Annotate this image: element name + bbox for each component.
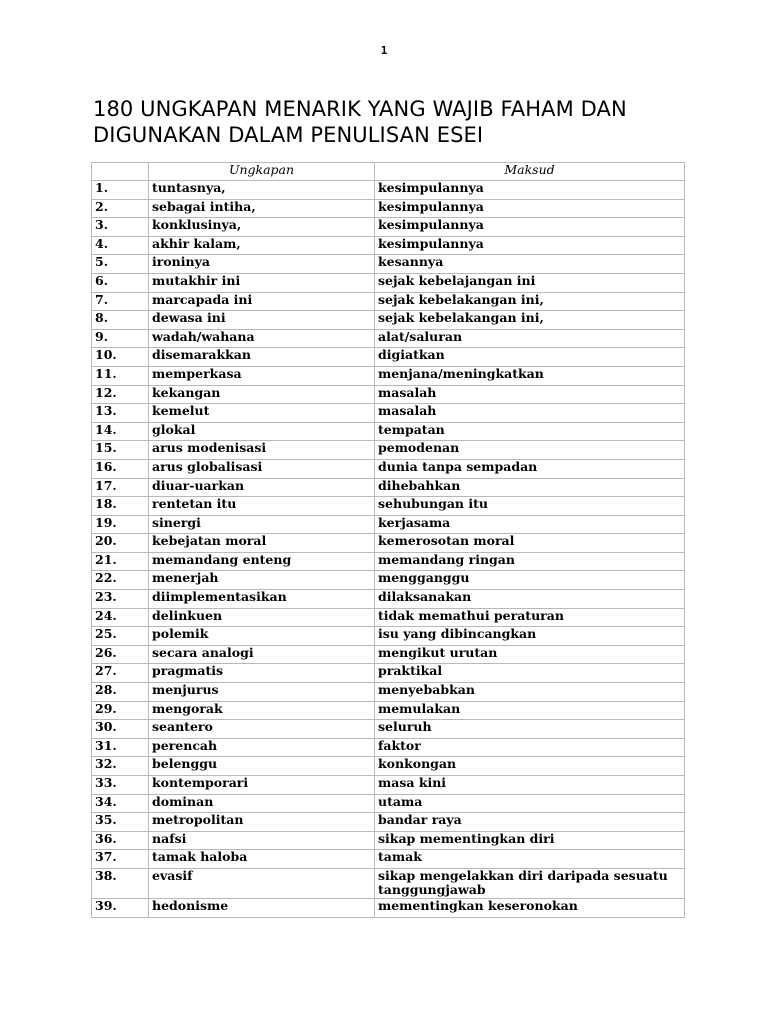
ungkapan-cell: menjurus	[149, 683, 375, 702]
title-line-2: DIGUNAKAN DALAM PENULISAN ESEI	[93, 123, 484, 147]
ungkapan-cell: tamak haloba	[149, 850, 375, 869]
table-row	[92, 831, 685, 850]
ungkapan-cell: mengorak	[149, 701, 375, 720]
ungkapan-cell: pragmatis	[149, 664, 375, 683]
maksud-cell: dunia tanpa sempadan	[375, 459, 685, 478]
maksud-cell: sikap mengelakkan diri daripada sesuatu tanggungjawab	[375, 868, 685, 898]
maksud-cell: konkongan	[375, 757, 685, 776]
ungkapan-cell: diuar-uarkan	[149, 478, 375, 497]
maksud-cell: utama	[375, 794, 685, 813]
row-number: 25.	[92, 627, 149, 646]
table-row	[92, 366, 685, 385]
row-number: 38.	[92, 868, 149, 898]
table-row	[92, 850, 685, 869]
row-number: 29.	[92, 701, 149, 720]
ungkapan-cell: arus globalisasi	[149, 459, 375, 478]
row-number: 19.	[92, 515, 149, 534]
row-number: 4.	[92, 236, 149, 255]
row-number: 18.	[92, 497, 149, 516]
title-line-1: 180 UNGKAPAN MENARIK YANG WAJIB FAHAM DAN	[93, 97, 627, 121]
table-row	[92, 720, 685, 739]
ungkapan-cell: dewasa ini	[149, 311, 375, 330]
ungkapan-cell: sinergi	[149, 515, 375, 534]
maksud-cell: isu yang dibincangkan	[375, 627, 685, 646]
maksud-cell: pemodenan	[375, 441, 685, 460]
table-row	[92, 329, 685, 348]
vocabulary-table	[91, 162, 685, 918]
row-number: 32.	[92, 757, 149, 776]
table-row	[92, 255, 685, 274]
maksud-cell: mengikut urutan	[375, 645, 685, 664]
header-ungkapan: Ungkapan	[149, 163, 375, 181]
table-row	[92, 181, 685, 200]
maksud-cell: kesimpulannya	[375, 199, 685, 218]
maksud-cell: menjana/meningkatkan	[375, 366, 685, 385]
row-number: 1.	[92, 181, 149, 200]
row-number: 15.	[92, 441, 149, 460]
ungkapan-cell: polemik	[149, 627, 375, 646]
ungkapan-cell: akhir kalam,	[149, 236, 375, 255]
table-row	[92, 497, 685, 516]
table-row	[92, 590, 685, 609]
table-row	[92, 683, 685, 702]
table-row	[92, 813, 685, 832]
ungkapan-cell: sebagai intiha,	[149, 199, 375, 218]
maksud-cell: masalah	[375, 385, 685, 404]
row-number: 11.	[92, 366, 149, 385]
row-number: 8.	[92, 311, 149, 330]
table-row	[92, 627, 685, 646]
ungkapan-cell: disemarakkan	[149, 348, 375, 367]
row-number: 24.	[92, 608, 149, 627]
row-number: 20.	[92, 534, 149, 553]
row-number: 12.	[92, 385, 149, 404]
maksud-cell: sejak kebelajangan ini	[375, 273, 685, 292]
maksud-cell: tidak memathui peraturan	[375, 608, 685, 627]
table-row	[92, 664, 685, 683]
ungkapan-cell: konklusinya,	[149, 218, 375, 237]
table-row	[92, 441, 685, 460]
maksud-cell: memandang ringan	[375, 552, 685, 571]
table-row	[92, 552, 685, 571]
maksud-cell: kemerosotan moral	[375, 534, 685, 553]
document-title	[93, 96, 693, 148]
table-row	[92, 794, 685, 813]
ungkapan-cell: hedonisme	[149, 898, 375, 917]
row-number: 16.	[92, 459, 149, 478]
maksud-cell: sikap mementingkan diri	[375, 831, 685, 850]
table-row	[92, 292, 685, 311]
ungkapan-cell: glokal	[149, 422, 375, 441]
maksud-cell: sehubungan itu	[375, 497, 685, 516]
maksud-cell: bandar raya	[375, 813, 685, 832]
table-row	[92, 738, 685, 757]
maksud-cell: kesimpulannya	[375, 181, 685, 200]
maksud-cell: kesimpulannya	[375, 236, 685, 255]
ungkapan-cell: belenggu	[149, 757, 375, 776]
ungkapan-cell: perencah	[149, 738, 375, 757]
table-row	[92, 898, 685, 917]
header-number	[92, 163, 149, 181]
maksud-cell: seluruh	[375, 720, 685, 739]
maksud-cell: praktikal	[375, 664, 685, 683]
row-number: 17.	[92, 478, 149, 497]
table-row	[92, 385, 685, 404]
row-number: 6.	[92, 273, 149, 292]
ungkapan-cell: seantero	[149, 720, 375, 739]
ungkapan-cell: memperkasa	[149, 366, 375, 385]
table-row	[92, 273, 685, 292]
maksud-cell: alat/saluran	[375, 329, 685, 348]
table-row	[92, 776, 685, 795]
row-number: 33.	[92, 776, 149, 795]
maksud-cell: dihebahkan	[375, 478, 685, 497]
maksud-cell: digiatkan	[375, 348, 685, 367]
table-row	[92, 311, 685, 330]
maksud-cell: mengganggu	[375, 571, 685, 590]
table-row	[92, 701, 685, 720]
table-row	[92, 868, 685, 898]
maksud-cell: mementingkan keseronokan	[375, 898, 685, 917]
row-number: 27.	[92, 664, 149, 683]
maksud-cell: faktor	[375, 738, 685, 757]
row-number: 39.	[92, 898, 149, 917]
row-number: 30.	[92, 720, 149, 739]
row-number: 34.	[92, 794, 149, 813]
ungkapan-cell: kemelut	[149, 404, 375, 423]
ungkapan-cell: delinkuen	[149, 608, 375, 627]
ungkapan-cell: nafsi	[149, 831, 375, 850]
table-row	[92, 218, 685, 237]
ungkapan-cell: kebejatan moral	[149, 534, 375, 553]
row-number: 21.	[92, 552, 149, 571]
ungkapan-cell: ironinya	[149, 255, 375, 274]
row-number: 31.	[92, 738, 149, 757]
table-row	[92, 608, 685, 627]
row-number: 26.	[92, 645, 149, 664]
row-number: 28.	[92, 683, 149, 702]
row-number: 7.	[92, 292, 149, 311]
header-maksud: Maksud	[375, 163, 685, 181]
row-number: 35.	[92, 813, 149, 832]
row-number: 9.	[92, 329, 149, 348]
maksud-cell: dilaksanakan	[375, 590, 685, 609]
row-number: 36.	[92, 831, 149, 850]
table-row	[92, 422, 685, 441]
row-number: 10.	[92, 348, 149, 367]
ungkapan-cell: arus modenisasi	[149, 441, 375, 460]
table-row	[92, 459, 685, 478]
ungkapan-cell: marcapada ini	[149, 292, 375, 311]
maksud-cell: menyebabkan	[375, 683, 685, 702]
row-number: 14.	[92, 422, 149, 441]
page-number: 1	[380, 44, 388, 57]
ungkapan-cell: mutakhir ini	[149, 273, 375, 292]
maksud-cell: masa kini	[375, 776, 685, 795]
ungkapan-cell: wadah/wahana	[149, 329, 375, 348]
ungkapan-cell: secara analogi	[149, 645, 375, 664]
table-row	[92, 571, 685, 590]
table-row	[92, 199, 685, 218]
maksud-cell: kerjasama	[375, 515, 685, 534]
ungkapan-cell: evasif	[149, 868, 375, 898]
table-row	[92, 404, 685, 423]
maksud-cell: kesannya	[375, 255, 685, 274]
table-header-row	[92, 163, 685, 181]
row-number: 13.	[92, 404, 149, 423]
row-number: 22.	[92, 571, 149, 590]
table-row	[92, 534, 685, 553]
ungkapan-cell: memandang enteng	[149, 552, 375, 571]
table-row	[92, 515, 685, 534]
ungkapan-cell: kekangan	[149, 385, 375, 404]
ungkapan-cell: rentetan itu	[149, 497, 375, 516]
row-number: 37.	[92, 850, 149, 869]
row-number: 2.	[92, 199, 149, 218]
maksud-cell: tamak	[375, 850, 685, 869]
row-number: 3.	[92, 218, 149, 237]
ungkapan-cell: menerjah	[149, 571, 375, 590]
maksud-cell: sejak kebelakangan ini,	[375, 292, 685, 311]
table-row	[92, 645, 685, 664]
ungkapan-cell: tuntasnya,	[149, 181, 375, 200]
row-number: 23.	[92, 590, 149, 609]
maksud-cell: masalah	[375, 404, 685, 423]
ungkapan-cell: dominan	[149, 794, 375, 813]
maksud-cell: kesimpulannya	[375, 218, 685, 237]
maksud-cell: memulakan	[375, 701, 685, 720]
maksud-cell: sejak kebelakangan ini,	[375, 311, 685, 330]
table-row	[92, 348, 685, 367]
ungkapan-cell: kontemporari	[149, 776, 375, 795]
ungkapan-cell: metropolitan	[149, 813, 375, 832]
row-number: 5.	[92, 255, 149, 274]
table-row	[92, 478, 685, 497]
maksud-cell: tempatan	[375, 422, 685, 441]
table-row	[92, 757, 685, 776]
ungkapan-cell: diimplementasikan	[149, 590, 375, 609]
table-row	[92, 236, 685, 255]
